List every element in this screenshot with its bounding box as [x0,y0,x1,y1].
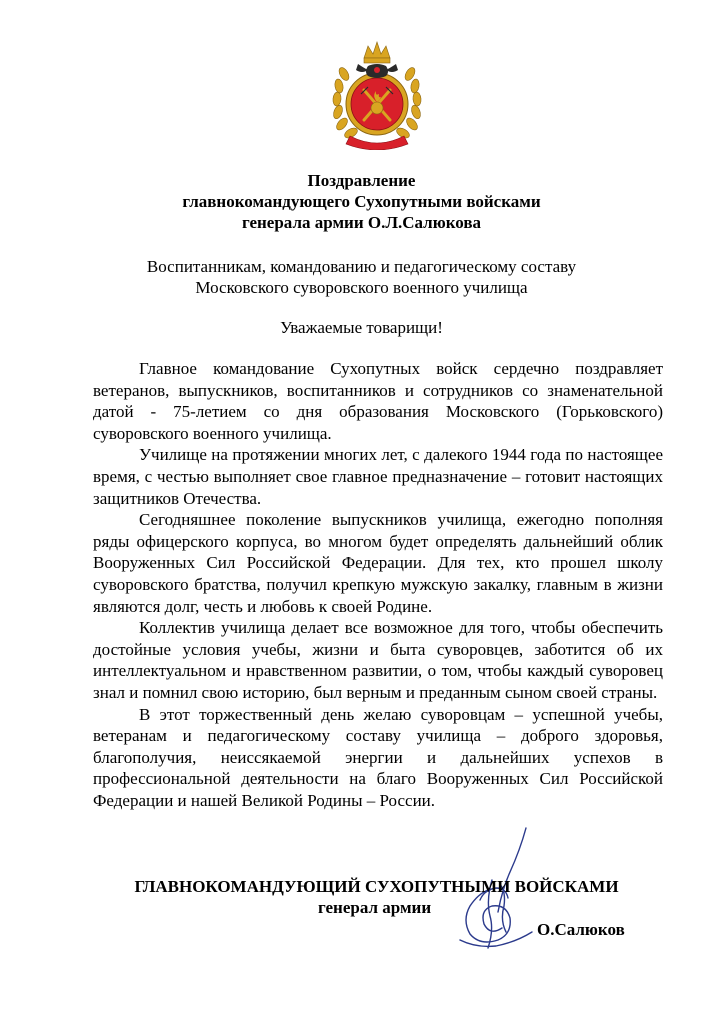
paragraph: Училище на протяжении многих лет, с далекого 1944 года по настоящее время, с честью выполняет свое главное предназначение – готовит настоящих защитников Отечества. [93,445,663,508]
paragraph: Коллектив училища делает все возможное для того, чтобы обеспечить достойные условия учебы, жизни и быта суворовцев, заботится об их интеллектуальном и нравственном развитии, о том, чтобы каждый суворовец знал и помнил свою историю, был верным и преданным сыном своей страны. [93,618,663,702]
greeting: Уважаемые товарищи! [280,318,443,337]
signatory-position: ГЛАВНОКОМАНДУЮЩИЙ СУХОПУТНЫМИ ВОЙСКАМИ [134,877,619,896]
title-line-2: главнокомандующего Сухопутными войсками [182,192,541,211]
document-title [0,170,723,233]
title-line-1: Поздравление [307,171,416,190]
signatory-name: О.Салюков [537,920,625,939]
title-line-3: генерала армии О.Л.Салюкова [241,213,482,232]
addressee-line-1: Воспитанникам, командованию и педагогическому составу [146,257,577,276]
addressee-line-2: Московского суворовского военного училища [195,278,528,297]
addressee [0,256,723,298]
paragraph: Главное командование Сухопутных войск сердечно поздравляет ветеранов, выпускников, воспитанников и сотрудников со знаменательной датой - 75-летием со дня образования Московского (Горьковского) суворовского военного училища. [93,359,663,443]
ground-forces-emblem-icon [328,36,426,150]
letter-body [93,358,663,811]
signatory-rank: генерал армии [318,898,432,917]
paragraph: Сегодняшнее поколение выпускников училища, ежегодно пополняя ряды офицерского корпуса, во многом будет определять дальнейший облик Вооруженных Сил Российской Федерации. Для тех, кто прошел школу суворовского братства, получил крепкую мужскую закалку, главным в жизни являются долг, честь и любовь к своей Родине. [93,510,663,616]
paragraph: В этот торжественный день желаю суворовцам – успешной учебы, ветеранам и педагогическому составу училища – доброго здоровья, благополучия, неиссякаемой энергии и дальнейших успехов в профессиональной деятельности на благо Вооруженных Сил Российской Федерации и нашей Великой Родины – России. [93,704,663,810]
